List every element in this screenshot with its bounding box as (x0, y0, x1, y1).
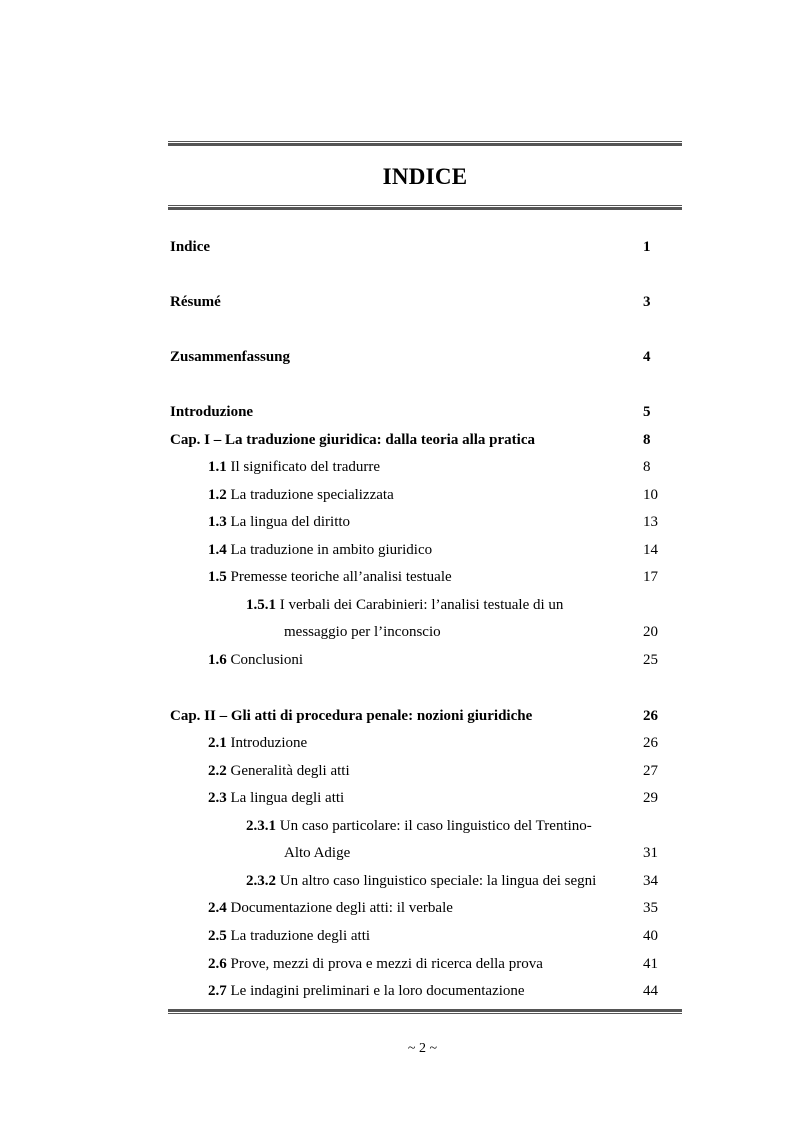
toc-entry (0, 346, 793, 368)
toc-entry-title (284, 842, 350, 864)
toc-entry (0, 980, 793, 1002)
toc-entry-title (246, 870, 596, 892)
section-number: 2.7 (208, 983, 227, 999)
toc-entry-title (284, 621, 441, 643)
toc-entry-title (170, 705, 532, 727)
toc-entry-title (208, 760, 350, 782)
toc-entry-title (170, 346, 290, 368)
toc-entry (0, 787, 793, 809)
section-number: 1.1 (208, 459, 227, 475)
toc-entry (0, 649, 793, 671)
toc-entry (0, 870, 793, 892)
toc-page-number: 5 (643, 404, 651, 420)
section-title: Documentazione degli atti: il verbale (230, 900, 453, 916)
toc-page-number: 26 (643, 708, 658, 724)
top-rule (168, 141, 682, 146)
toc-entry (0, 815, 793, 837)
toc-entry-title (170, 429, 535, 451)
toc-entry (0, 760, 793, 782)
section-title: Un altro caso linguistico speciale: la lingua dei segni (279, 873, 597, 889)
toc-entry-title (208, 925, 370, 947)
toc-entry (0, 566, 793, 588)
toc-page-number: 29 (643, 790, 658, 806)
toc-entry (0, 401, 793, 423)
section-number: 2.3.1 (246, 818, 276, 834)
section-title: Résumé (170, 294, 221, 310)
toc-entry-title (208, 980, 525, 1002)
toc-page-number: 3 (643, 294, 651, 310)
section-number: 2.6 (208, 956, 227, 972)
toc-entry-title (208, 566, 452, 588)
toc-page-number: 20 (643, 624, 658, 640)
page-number-footer: ~ 2 ~ (407, 1041, 438, 1056)
toc-entry-title (208, 511, 350, 533)
toc-entry (0, 291, 793, 313)
toc-entry (0, 539, 793, 561)
toc-entry (0, 621, 793, 643)
toc-page-number: 41 (643, 956, 658, 972)
section-number: 1.4 (208, 542, 227, 558)
toc-entry (0, 594, 793, 616)
toc-entry (0, 236, 793, 258)
toc-entry-title (208, 649, 303, 671)
toc-page-number: 34 (643, 873, 658, 889)
section-title: Indice (170, 239, 211, 255)
section-title: La traduzione degli atti (230, 928, 371, 944)
section-title: La traduzione specializzata (230, 487, 394, 503)
section-number: 2.3 (208, 790, 227, 806)
toc-page-number: 17 (643, 569, 658, 585)
title-rule (168, 205, 682, 210)
section-title: La traduzione in ambito giuridico (230, 542, 433, 558)
section-title: La lingua degli atti (230, 790, 345, 806)
toc-entry (0, 511, 793, 533)
toc-entry-title (208, 732, 307, 754)
section-title: La lingua del diritto (230, 514, 351, 530)
bottom-rule (168, 1009, 682, 1014)
section-number: 1.6 (208, 652, 227, 668)
section-number: 1.5.1 (246, 597, 276, 613)
toc-entry (0, 953, 793, 975)
section-title: Introduzione (170, 404, 254, 420)
section-number: 1.3 (208, 514, 227, 530)
toc-entry-title (246, 594, 563, 616)
toc-page-number: 35 (643, 900, 658, 916)
section-title: Generalità degli atti (230, 763, 350, 779)
toc-page-number: 25 (643, 652, 658, 668)
section-title: messaggio per l’inconscio (284, 624, 441, 640)
toc-page-number: 27 (643, 763, 658, 779)
toc-entry (0, 456, 793, 478)
toc-entry-title (246, 815, 592, 837)
toc-entry-title (208, 484, 394, 506)
section-title: Alto Adige (284, 845, 351, 861)
toc-page-number: 1 (643, 239, 651, 255)
toc-entry-title (170, 401, 253, 423)
section-number: 2.2 (208, 763, 227, 779)
section-title: Prove, mezzi di prova e mezzi di ricerca della prova (230, 956, 543, 972)
toc-entry (0, 484, 793, 506)
toc-entry-title (208, 539, 432, 561)
section-number: 2.1 (208, 735, 227, 751)
section-title: Le indagini preliminari e la loro documentazione (230, 983, 525, 999)
section-title: Cap. II – Gli atti di procedura penale: nozioni giuridiche (170, 708, 533, 724)
toc-entry-title (208, 953, 543, 975)
toc-page-number: 31 (643, 845, 658, 861)
section-title: Zusammenfassung (170, 349, 291, 365)
section-title: Il significato del tradurre (230, 459, 381, 475)
toc-page-number: 10 (643, 487, 658, 503)
section-number: 2.3.2 (246, 873, 276, 889)
toc-entry-title (170, 236, 210, 258)
toc-page-number: 13 (643, 514, 658, 530)
section-title: Conclusioni (230, 652, 304, 668)
toc-page-number: 40 (643, 928, 658, 944)
section-number: 1.2 (208, 487, 227, 503)
toc-entry-title (208, 897, 453, 919)
toc-entry (0, 732, 793, 754)
toc-entry (0, 925, 793, 947)
toc-page-number: 26 (643, 735, 658, 751)
toc-page-number: 14 (643, 542, 658, 558)
section-title: Premesse teoriche all’analisi testuale (230, 569, 452, 585)
toc-page-number: 8 (643, 432, 651, 448)
toc-entry-title (208, 456, 380, 478)
section-number: 1.5 (208, 569, 227, 585)
toc-page-number: 4 (643, 349, 651, 365)
section-number: 2.5 (208, 928, 227, 944)
toc-entry (0, 429, 793, 451)
toc-page-number: 44 (643, 983, 658, 999)
toc-entry (0, 897, 793, 919)
toc-page-number: 8 (643, 459, 651, 475)
section-title: I verbali dei Carabinieri: l’analisi testuale di un (279, 597, 564, 613)
page-title: INDICE (382, 164, 468, 189)
toc-entry (0, 705, 793, 727)
toc-entry-title (208, 787, 344, 809)
toc-entry (0, 842, 793, 864)
section-title: Cap. I – La traduzione giuridica: dalla teoria alla pratica (170, 432, 535, 448)
toc-entry-title (170, 291, 221, 313)
section-title: Un caso particolare: il caso linguistico del Trentino- (279, 818, 592, 834)
section-number: 2.4 (208, 900, 227, 916)
section-title: Introduzione (230, 735, 308, 751)
